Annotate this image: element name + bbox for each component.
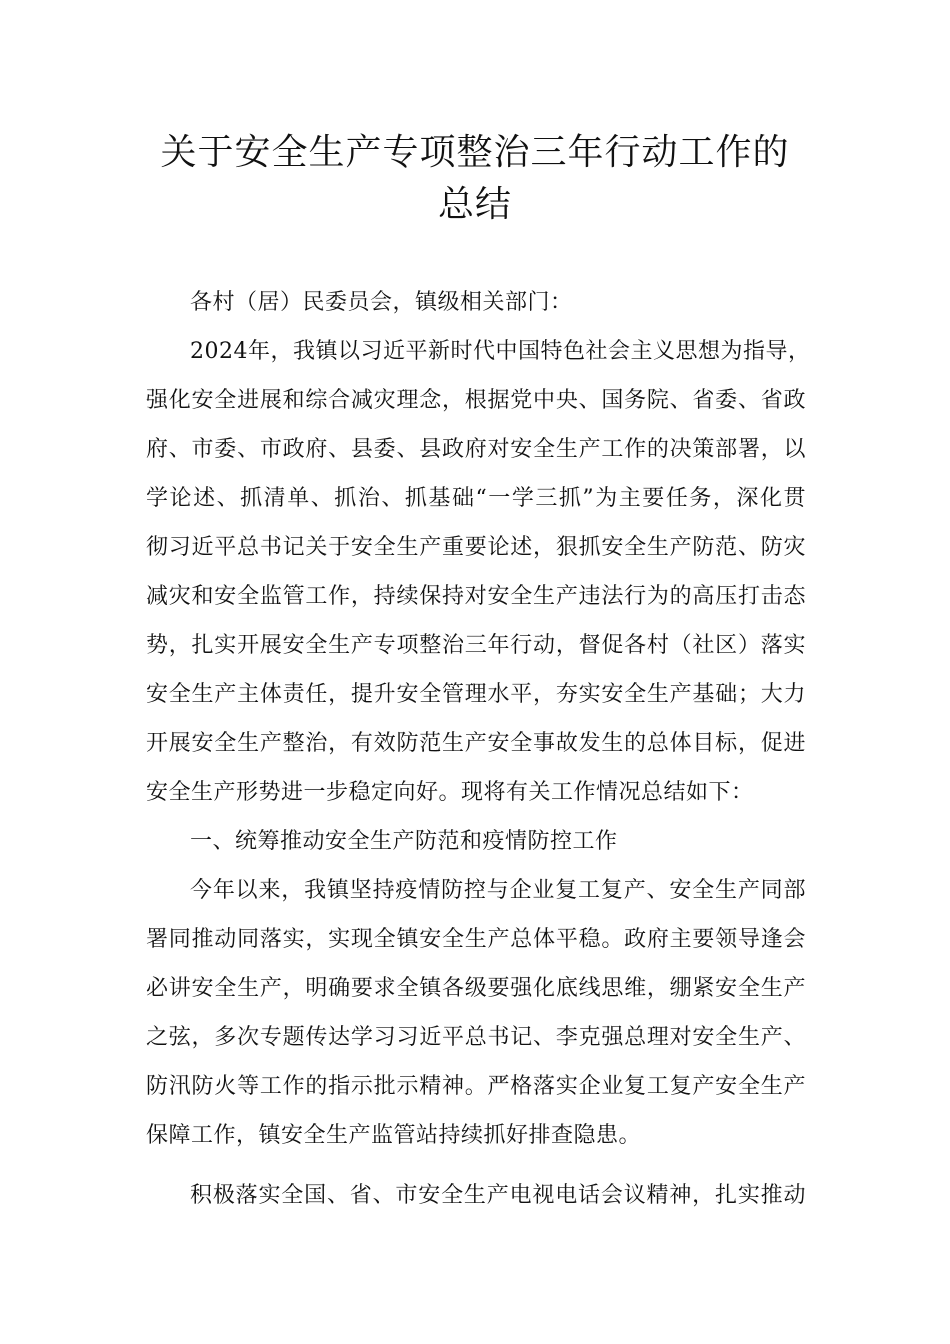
paragraph-2-line-3: 必讲安全生产，明确要求全镇各级要强化底线思维，绷紧安全生产 [146, 976, 806, 1001]
paragraph-1-line-4: 学论述、抓清单、抓治、抓基础“一学三抓”为主要任务，深化贯 [146, 486, 806, 511]
paragraph-1-line-1: 2024年，我镇以习近平新时代中国特色社会主义思想为指导， [190, 339, 811, 364]
paragraph-2-line-2: 署同推动同落实，实现全镇安全生产总体平稳。政府主要领导逢会 [146, 927, 806, 952]
document-title-line-2: 总结 [437, 184, 512, 225]
paragraph-1-line-2: 强化安全进展和综合减灾理念，根据党中央、国务院、省委、省政 [146, 388, 806, 413]
salutation: 各村（居）民委员会，镇级相关部门： [190, 290, 573, 315]
paragraph-1-line-3: 府、市委、市政府、县委、县政府对安全生产工作的决策部署，以 [146, 437, 806, 462]
paragraph-2-line-6: 保障工作，镇安全生产监管站持续抓好排查隐患。 [146, 1123, 642, 1148]
paragraph-2-line-5: 防汛防火等工作的指示批示精神。严格落实企业复工复产安全生产 [146, 1074, 806, 1099]
paragraph-3-line-1: 积极落实全国、省、市安全生产电视电话会议精神，扎实推动 [190, 1183, 806, 1208]
paragraph-1-line-8: 安全生产主体责任，提升安全管理水平，夯实安全生产基础；大力 [146, 682, 806, 707]
paragraph-1-line-6: 减灾和安全监管工作，持续保持对安全生产违法行为的高压打击态 [146, 584, 806, 609]
paragraph-1-line-9: 开展安全生产整治，有效防范生产安全事故发生的总体目标，促进 [146, 731, 806, 756]
paragraph-2-line-1: 今年以来，我镇坚持疫情防控与企业复工复产、安全生产同部 [190, 878, 806, 903]
document-title-line-1: 关于安全生产专项整治三年行动工作的 [160, 132, 790, 173]
paragraph-2-line-4: 之弦，多次专题传达学习习近平总书记、李克强总理对安全生产、 [146, 1025, 806, 1050]
section-heading-1: 一、统筹推动安全生产防范和疫情防控工作 [190, 829, 618, 854]
paragraph-1-line-7: 势，扎实开展安全生产专项整治三年行动，督促各村（社区）落实 [146, 633, 806, 658]
paragraph-1-line-10: 安全生产形势进一步稳定向好。现将有关工作情况总结如下： [146, 780, 754, 805]
paragraph-1-line-5: 彻习近平总书记关于安全生产重要论述，狠抓安全生产防范、防灾 [146, 535, 806, 560]
